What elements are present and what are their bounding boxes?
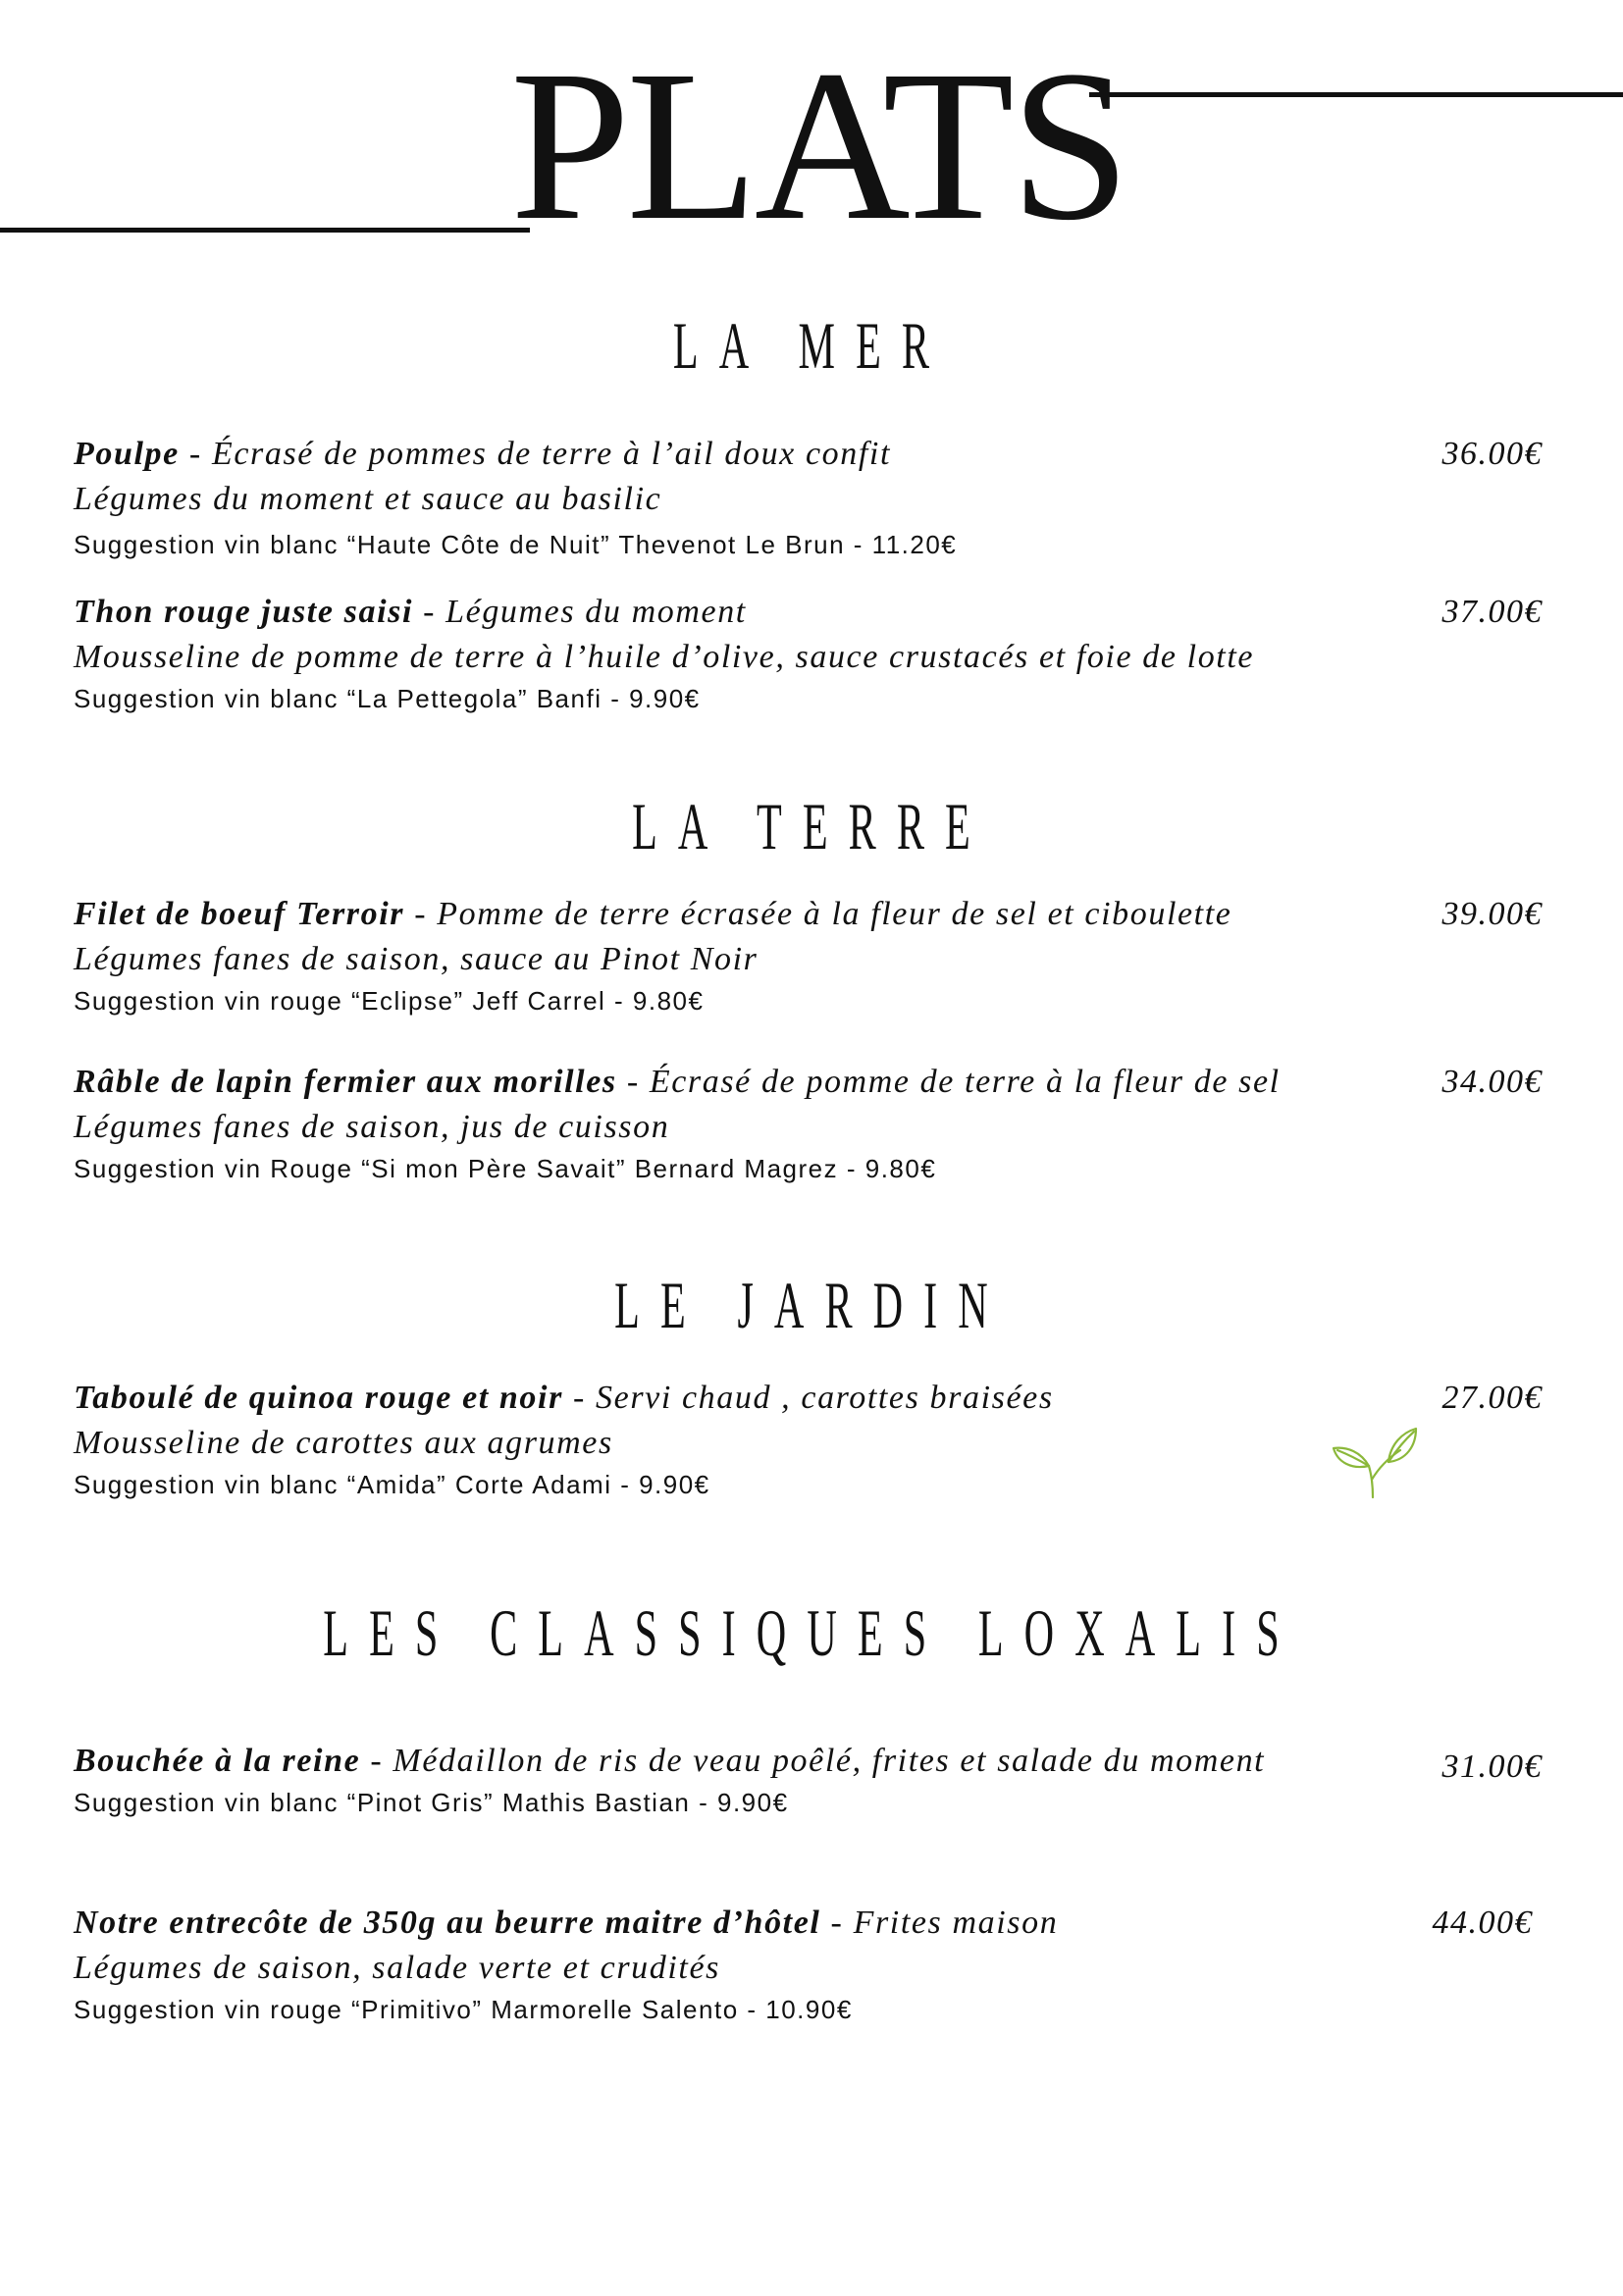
dish-name: Filet de boeuf Terroir xyxy=(74,896,405,932)
dish-name: Râble de lapin fermier aux morilles xyxy=(74,1064,617,1100)
page-title: PLATS xyxy=(510,26,1126,265)
section-title-les-classiques-loxalis: LES CLASSIQUES LOXALIS xyxy=(323,1595,1300,1670)
wine-suggestion: Suggestion vin blanc “Pinot Gris” Mathis Bastian - 9.90€ xyxy=(74,1788,789,1817)
dish-description: - Pomme de terre écrasée à la fleur de sel et ciboulette xyxy=(404,896,1232,932)
dish-filet-de-boeuf xyxy=(74,892,1545,1019)
section-title-la-terre: LA TERRE xyxy=(632,789,991,863)
dish-description: - Légumes du moment xyxy=(413,594,747,630)
dish-description: - Écrasé de pomme de terre à la fleur de sel xyxy=(616,1064,1281,1100)
dish-detail: Légumes du moment et sauce au basilic xyxy=(74,481,662,517)
dish-entrecote xyxy=(74,1901,1545,2028)
dish-bouchee-a-la-reine xyxy=(74,1739,1545,1821)
dish-thon-rouge xyxy=(74,590,1545,717)
wine-suggestion: Suggestion vin Rouge “Si mon Père Savait” Bernard Magrez - 9.80€ xyxy=(74,1154,937,1183)
dish-description: - Médaillon de ris de veau poêlé, frites et salade du moment xyxy=(360,1743,1266,1779)
dish-price: 34.00€ xyxy=(1441,1064,1543,1100)
wine-suggestion: Suggestion vin blanc “La Pettegola” Banfi - 9.90€ xyxy=(74,684,701,713)
dish-rable-de-lapin xyxy=(74,1060,1545,1187)
dish-detail: Légumes de saison, salade verte et crudités xyxy=(74,1950,720,1986)
leaf-icon xyxy=(1330,1423,1420,1501)
dish-poulpe xyxy=(74,432,1545,563)
header-rule-left xyxy=(0,228,530,233)
wine-suggestion: Suggestion vin blanc “Amida” Corte Adami - 9.90€ xyxy=(74,1470,710,1499)
dish-price: 36.00€ xyxy=(1441,436,1543,472)
dish-name: Bouchée à la reine xyxy=(74,1743,361,1779)
header-rule-right xyxy=(1089,92,1623,97)
dish-price: 39.00€ xyxy=(1441,896,1543,932)
wine-suggestion: Suggestion vin rouge “Primitivo” Marmorelle Salento - 10.90€ xyxy=(74,1995,853,2024)
dish-price: 37.00€ xyxy=(1441,594,1543,630)
dish-detail: Mousseline de pomme de terre à l’huile d’olive, sauce crustacés et foie de lotte xyxy=(74,639,1255,675)
dish-detail: Légumes fanes de saison, sauce au Pinot Noir xyxy=(74,941,759,977)
wine-suggestion: Suggestion vin blanc “Haute Côte de Nuit” Thevenot Le Brun - 11.20€ xyxy=(74,530,958,559)
dish-name: Thon rouge juste saisi xyxy=(74,594,413,630)
dish-description: - Écrasé de pommes de terre à l’ail doux confit xyxy=(179,436,891,472)
dish-taboule-de-quinoa xyxy=(74,1376,1545,1503)
dish-detail: Mousseline de carottes aux agrumes xyxy=(74,1425,613,1461)
dish-detail: Légumes fanes de saison, jus de cuisson xyxy=(74,1109,670,1145)
dish-description: - Servi chaud , carottes braisées xyxy=(562,1380,1054,1416)
dish-price: 44.00€ xyxy=(1432,1905,1533,1941)
dish-description: - Frites maison xyxy=(820,1905,1059,1941)
dish-name: Poulpe xyxy=(74,436,180,472)
dish-name: Notre entrecôte de 350g au beurre maitre d’hôtel xyxy=(74,1905,821,1941)
dish-price: 27.00€ xyxy=(1441,1380,1543,1416)
wine-suggestion: Suggestion vin rouge “Eclipse” Jeff Carrel - 9.80€ xyxy=(74,986,705,1016)
section-title-le-jardin: LE JARDIN xyxy=(614,1268,1009,1342)
dish-price: 31.00€ xyxy=(1441,1748,1543,1785)
dish-name: Taboulé de quinoa rouge et noir xyxy=(74,1380,563,1416)
section-title-la-mer: LA MER xyxy=(672,308,951,383)
